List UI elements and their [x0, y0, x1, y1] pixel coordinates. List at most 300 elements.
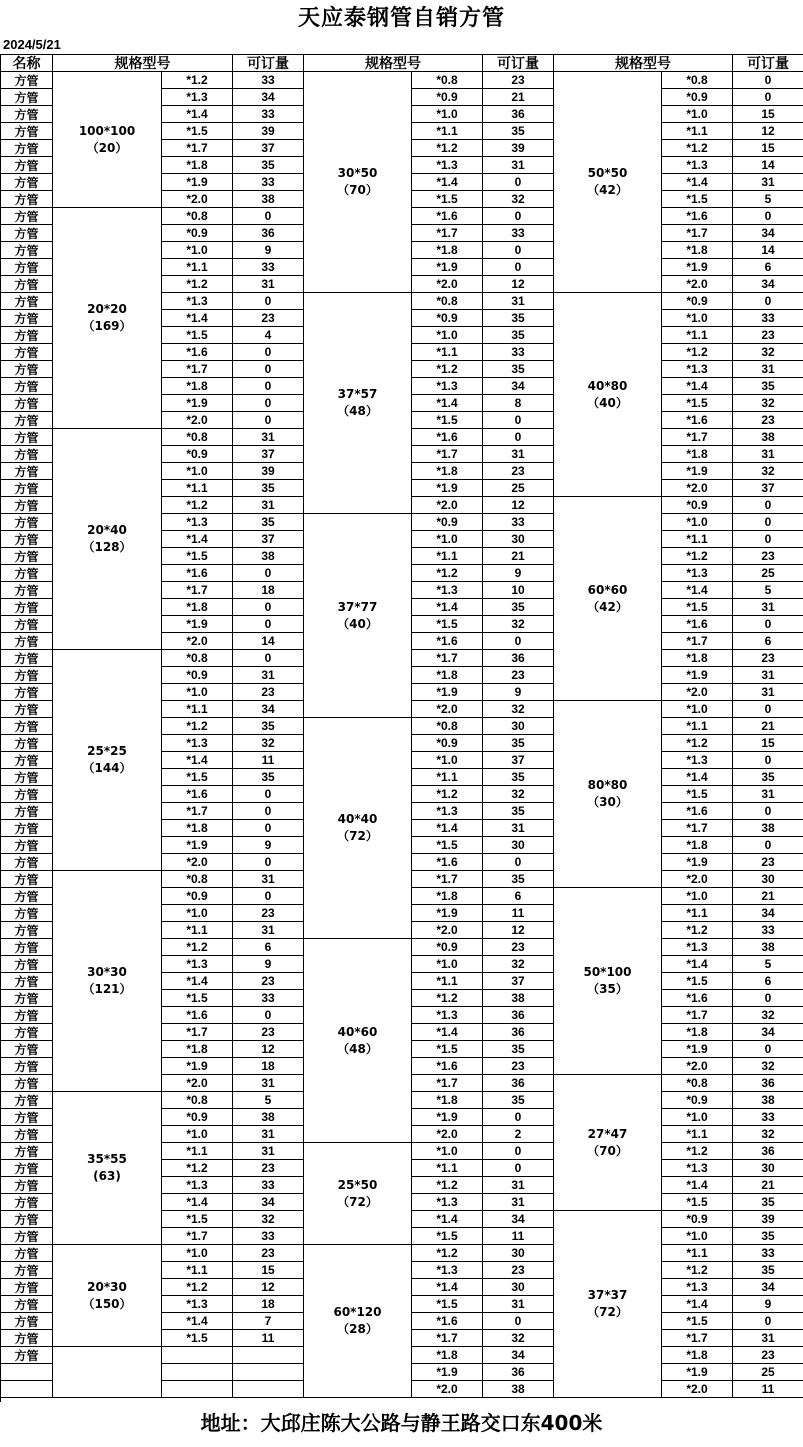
quantity-cell: 7 — [233, 1313, 304, 1330]
quantity-cell: 5 — [733, 582, 803, 599]
product-name-cell: 方管 — [1, 174, 53, 191]
thickness-cell: *1.9 — [662, 854, 733, 871]
spec-count: (63) — [93, 1169, 121, 1183]
thickness-cell: *1.2 — [662, 1262, 733, 1279]
product-name-cell: 方管 — [1, 225, 53, 242]
quantity-cell: 35 — [233, 157, 304, 174]
quantity-cell: 21 — [483, 89, 554, 106]
thickness-cell: *1.9 — [662, 667, 733, 684]
thickness-cell: *1.6 — [162, 1007, 233, 1024]
quantity-cell: 32 — [733, 344, 803, 361]
thickness-cell: *1.6 — [412, 1058, 483, 1075]
thickness-cell: *1.8 — [412, 463, 483, 480]
header-spec: 规格型号 — [53, 55, 233, 72]
quantity-cell: 0 — [733, 1313, 803, 1330]
quantity-cell: 38 — [733, 429, 803, 446]
spec-group-cell — [304, 514, 412, 718]
thickness-cell: *1.9 — [662, 1364, 733, 1381]
thickness-cell: *1.6 — [662, 208, 733, 225]
thickness-cell: *1.7 — [662, 429, 733, 446]
thickness-cell: *1.3 — [662, 939, 733, 956]
quantity-cell: 31 — [483, 1194, 554, 1211]
quantity-cell: 30 — [483, 531, 554, 548]
header-spec: 规格型号 — [304, 55, 483, 72]
quantity-cell: 37 — [483, 752, 554, 769]
thickness-cell: *0.9 — [162, 225, 233, 242]
spec-count: （48） — [337, 404, 378, 418]
quantity-cell: 31 — [233, 922, 304, 939]
product-name-cell: 方管 — [1, 1279, 53, 1296]
thickness-cell: *1.5 — [662, 786, 733, 803]
thickness-cell: *1.5 — [662, 599, 733, 616]
product-name-cell: 方管 — [1, 89, 53, 106]
product-name-cell: 方管 — [1, 259, 53, 276]
thickness-cell: *1.3 — [412, 582, 483, 599]
thickness-cell: *1.4 — [412, 1279, 483, 1296]
thickness-cell: *2.0 — [662, 1058, 733, 1075]
thickness-cell: *2.0 — [662, 871, 733, 888]
quantity-cell: 15 — [733, 140, 803, 157]
spec-count: （121） — [82, 982, 132, 996]
thickness-cell: *1.1 — [412, 548, 483, 565]
thickness-cell: *1.5 — [662, 1194, 733, 1211]
thickness-cell: *0.8 — [162, 871, 233, 888]
quantity-cell: 33 — [733, 922, 803, 939]
thickness-cell: *1.5 — [412, 1041, 483, 1058]
thickness-cell: *1.3 — [662, 361, 733, 378]
thickness-cell: *0.9 — [162, 888, 233, 905]
thickness-cell: *2.0 — [412, 1381, 483, 1398]
date-label: 2024/5/21 — [3, 37, 61, 52]
thickness-cell: *1.9 — [662, 1041, 733, 1058]
thickness-cell: *1.6 — [662, 412, 733, 429]
thickness-cell: *1.6 — [662, 990, 733, 1007]
quantity-cell: 0 — [733, 89, 803, 106]
page-title: 天应泰钢管自销方管 — [297, 5, 505, 31]
quantity-cell: 14 — [733, 157, 803, 174]
product-name-cell: 方管 — [1, 157, 53, 174]
thickness-cell: *1.7 — [662, 1007, 733, 1024]
spec-count: （40） — [587, 395, 628, 410]
spec-group-cell — [53, 208, 162, 429]
spec-group-cell — [53, 72, 162, 208]
thickness-cell: *1.3 — [412, 1262, 483, 1279]
quantity-cell: 33 — [233, 1177, 304, 1194]
thickness-cell: *1.3 — [412, 157, 483, 174]
quantity-cell: 33 — [483, 225, 554, 242]
product-name-cell: 方管 — [1, 497, 53, 514]
quantity-cell: 33 — [233, 259, 304, 276]
thickness-cell: *1.7 — [662, 1330, 733, 1347]
thickness-cell: *0.8 — [162, 208, 233, 225]
thickness-cell: *1.1 — [162, 259, 233, 276]
thickness-cell: *1.2 — [662, 1143, 733, 1160]
thickness-cell: *1.6 — [412, 1313, 483, 1330]
product-name-cell: 方管 — [1, 429, 53, 446]
quantity-cell: 35 — [483, 327, 554, 344]
quantity-cell: 0 — [233, 650, 304, 667]
thickness-cell: *1.5 — [162, 769, 233, 786]
thickness-cell: *1.5 — [412, 191, 483, 208]
quantity-cell: 0 — [233, 786, 304, 803]
quantity-cell: 6 — [233, 939, 304, 956]
quantity-cell: 23 — [233, 684, 304, 701]
product-name-cell: 方管 — [1, 378, 53, 395]
thickness-cell: *1.8 — [412, 242, 483, 259]
thickness-cell: *1.5 — [162, 548, 233, 565]
product-name-cell: 方管 — [1, 242, 53, 259]
product-name-cell: 方管 — [1, 480, 53, 497]
inventory-table — [0, 54, 803, 1402]
thickness-cell: *1.6 — [162, 786, 233, 803]
thickness-cell: *1.4 — [162, 1313, 233, 1330]
thickness-cell: *1.7 — [412, 1075, 483, 1092]
quantity-cell: 23 — [233, 973, 304, 990]
thickness-cell: *2.0 — [162, 412, 233, 429]
quantity-cell: 38 — [233, 191, 304, 208]
quantity-cell: 34 — [733, 1279, 803, 1296]
thickness-cell: *1.0 — [162, 1245, 233, 1262]
product-name-cell: 方管 — [1, 1143, 53, 1160]
thickness-cell: *1.3 — [162, 1296, 233, 1313]
thickness-cell: *1.8 — [412, 1347, 483, 1364]
thickness-cell: *1.2 — [662, 344, 733, 361]
thickness-cell: *1.5 — [162, 327, 233, 344]
spec-size: 50*50 — [587, 166, 628, 180]
thickness-cell: *1.4 — [162, 752, 233, 769]
thickness-cell: *1.2 — [162, 276, 233, 293]
thickness-cell: *1.0 — [412, 531, 483, 548]
quantity-cell: 32 — [733, 463, 803, 480]
quantity-cell: 23 — [483, 463, 554, 480]
quantity-cell: 34 — [733, 905, 803, 922]
quantity-cell: 23 — [233, 310, 304, 327]
product-name-cell: 方管 — [1, 412, 53, 429]
spec-group-cell — [304, 293, 412, 514]
quantity-cell: 32 — [483, 1330, 554, 1347]
product-name-cell: 方管 — [1, 888, 53, 905]
thickness-cell: *1.1 — [412, 973, 483, 990]
spec-group-cell — [554, 1075, 662, 1211]
quantity-cell: 0 — [233, 344, 304, 361]
quantity-cell: 25 — [733, 565, 803, 582]
quantity-cell: 23 — [483, 939, 554, 956]
quantity-cell: 23 — [733, 1347, 803, 1364]
quantity-cell: 31 — [733, 446, 803, 463]
quantity-cell: 32 — [733, 1058, 803, 1075]
thickness-cell: *2.0 — [662, 684, 733, 701]
thickness-cell: *0.9 — [412, 939, 483, 956]
thickness-cell: *1.1 — [662, 905, 733, 922]
thickness-cell: *1.4 — [412, 599, 483, 616]
quantity-cell: 35 — [483, 123, 554, 140]
quantity-cell: 0 — [733, 514, 803, 531]
quantity-cell: 0 — [733, 72, 803, 89]
product-name-cell: 方管 — [1, 446, 53, 463]
thickness-cell: *0.9 — [662, 89, 733, 106]
quantity-cell — [233, 1347, 304, 1364]
thickness-cell: *1.7 — [662, 820, 733, 837]
thickness-cell: *1.1 — [662, 123, 733, 140]
quantity-cell: 39 — [483, 140, 554, 157]
thickness-cell: *1.1 — [412, 1160, 483, 1177]
thickness-cell: *1.3 — [162, 514, 233, 531]
thickness-cell: *2.0 — [162, 191, 233, 208]
product-name-cell: 方管 — [1, 1296, 53, 1313]
thickness-cell: *2.0 — [412, 497, 483, 514]
thickness-cell: *1.5 — [162, 123, 233, 140]
quantity-cell: 11 — [233, 752, 304, 769]
quantity-cell: 34 — [483, 1347, 554, 1364]
header-name: 名称 — [1, 55, 53, 72]
thickness-cell: *1.4 — [412, 395, 483, 412]
quantity-cell: 35 — [233, 480, 304, 497]
quantity-cell: 38 — [233, 1109, 304, 1126]
quantity-cell: 35 — [233, 514, 304, 531]
thickness-cell: *1.4 — [162, 106, 233, 123]
thickness-cell: *1.6 — [412, 633, 483, 650]
thickness-cell: *1.0 — [662, 106, 733, 123]
thickness-cell: *1.8 — [162, 157, 233, 174]
thickness-cell: *1.3 — [662, 752, 733, 769]
product-name-cell: 方管 — [1, 939, 53, 956]
thickness-cell: *2.0 — [162, 1075, 233, 1092]
spec-count: （20） — [86, 140, 128, 155]
thickness-cell: *0.8 — [662, 72, 733, 89]
thickness-cell: *1.9 — [412, 259, 483, 276]
thickness-cell: *1.2 — [162, 1160, 233, 1177]
spec-size: 40*80 — [587, 378, 628, 393]
quantity-cell: 0 — [233, 599, 304, 616]
quantity-cell: 18 — [233, 582, 304, 599]
quantity-cell: 35 — [483, 310, 554, 327]
thickness-cell: *2.0 — [162, 854, 233, 871]
thickness-cell: *1.2 — [412, 140, 483, 157]
thickness-cell: *1.5 — [412, 1296, 483, 1313]
product-name-cell: 方管 — [1, 1330, 53, 1347]
thickness-cell: *1.4 — [162, 531, 233, 548]
spec-count: （150） — [82, 1296, 132, 1311]
thickness-cell: *1.7 — [162, 361, 233, 378]
thickness-cell: *1.2 — [662, 735, 733, 752]
thickness-cell: *1.8 — [662, 650, 733, 667]
thickness-cell: *1.2 — [412, 786, 483, 803]
quantity-cell: 21 — [733, 718, 803, 735]
thickness-cell: *1.1 — [662, 1245, 733, 1262]
quantity-cell: 0 — [233, 803, 304, 820]
thickness-cell: *1.2 — [412, 990, 483, 1007]
thickness-cell: *1.5 — [162, 990, 233, 1007]
spec-size: 25*25 — [87, 744, 127, 758]
thickness-cell: *1.5 — [412, 412, 483, 429]
product-name-cell: 方管 — [1, 1228, 53, 1245]
spec-size: 27*47 — [587, 1126, 628, 1141]
thickness-cell: *1.4 — [662, 378, 733, 395]
quantity-cell: 6 — [733, 259, 803, 276]
quantity-cell: 0 — [233, 888, 304, 905]
quantity-cell: 31 — [233, 429, 304, 446]
thickness-cell: *1.6 — [162, 565, 233, 582]
product-name-cell: 方管 — [1, 1007, 53, 1024]
quantity-cell: 0 — [233, 616, 304, 633]
thickness-cell: *1.9 — [162, 837, 233, 854]
thickness-cell: *0.9 — [412, 89, 483, 106]
thickness-cell: *1.2 — [412, 565, 483, 582]
quantity-cell: 9 — [483, 684, 554, 701]
quantity-cell: 9 — [233, 242, 304, 259]
header-qty: 可订量 — [483, 55, 554, 72]
quantity-cell: 10 — [483, 582, 554, 599]
quantity-cell: 35 — [233, 769, 304, 786]
quantity-cell: 12 — [733, 123, 803, 140]
quantity-cell: 34 — [733, 276, 803, 293]
spec-count: （72） — [337, 829, 378, 843]
quantity-cell: 33 — [233, 990, 304, 1007]
thickness-cell: *1.8 — [662, 1024, 733, 1041]
product-name-cell: 方管 — [1, 1194, 53, 1211]
quantity-cell: 0 — [733, 293, 803, 310]
quantity-cell: 5 — [733, 191, 803, 208]
thickness-cell: *2.0 — [412, 276, 483, 293]
thickness-cell: *1.9 — [162, 616, 233, 633]
thickness-cell: *1.3 — [162, 735, 233, 752]
quantity-cell: 0 — [483, 242, 554, 259]
thickness-cell: *1.8 — [162, 599, 233, 616]
product-name-cell: 方管 — [1, 1347, 53, 1364]
thickness-cell: *1.6 — [662, 803, 733, 820]
quantity-cell: 11 — [483, 905, 554, 922]
quantity-cell: 39 — [233, 123, 304, 140]
quantity-cell: 30 — [483, 1245, 554, 1262]
thickness-cell: *1.9 — [412, 1109, 483, 1126]
thickness-cell: *1.9 — [412, 684, 483, 701]
quantity-cell: 15 — [733, 106, 803, 123]
spec-group-cell — [53, 871, 162, 1092]
thickness-cell: *1.6 — [412, 208, 483, 225]
thickness-cell: *1.6 — [662, 616, 733, 633]
quantity-cell: 0 — [483, 259, 554, 276]
spec-group-cell — [304, 72, 412, 293]
quantity-cell: 23 — [233, 1024, 304, 1041]
thickness-cell: *1.1 — [662, 718, 733, 735]
thickness-cell: *1.3 — [162, 89, 233, 106]
quantity-cell: 35 — [733, 769, 803, 786]
thickness-cell: *0.9 — [662, 1211, 733, 1228]
thickness-cell: *1.3 — [412, 803, 483, 820]
quantity-cell: 6 — [733, 633, 803, 650]
spec-size: 30*30 — [87, 965, 127, 979]
quantity-cell: 9 — [233, 956, 304, 973]
product-name-cell: 方管 — [1, 1126, 53, 1143]
thickness-cell: *0.9 — [162, 446, 233, 463]
quantity-cell: 23 — [733, 650, 803, 667]
thickness-cell: *2.0 — [662, 480, 733, 497]
thickness-cell: *1.7 — [162, 803, 233, 820]
header-qty: 可订量 — [733, 55, 803, 72]
spec-group-cell — [554, 497, 662, 701]
quantity-cell: 35 — [483, 871, 554, 888]
product-name-cell: 方管 — [1, 1024, 53, 1041]
thickness-cell: *1.7 — [162, 582, 233, 599]
quantity-cell: 34 — [483, 1211, 554, 1228]
spec-size: 100*100 — [78, 123, 136, 138]
spec-count: （42） — [587, 183, 628, 197]
quantity-cell: 0 — [733, 1041, 803, 1058]
address-footer: 地址：大邱庄陈大公路与静王路交口东400米 — [200, 1411, 603, 1435]
spec-size: 25*50 — [337, 1177, 378, 1192]
spec-group-cell — [554, 293, 662, 497]
thickness-cell: *1.5 — [412, 837, 483, 854]
thickness-cell: *1.2 — [412, 1177, 483, 1194]
spec-count: （48） — [337, 1041, 378, 1056]
quantity-cell: 31 — [483, 157, 554, 174]
product-name-cell: 方管 — [1, 956, 53, 973]
quantity-cell: 31 — [483, 1296, 554, 1313]
quantity-cell: 30 — [733, 871, 803, 888]
product-name-cell: 方管 — [1, 599, 53, 616]
quantity-cell: 25 — [483, 480, 554, 497]
quantity-cell: 32 — [483, 956, 554, 973]
thickness-cell: *1.3 — [162, 293, 233, 310]
quantity-cell: 37 — [233, 446, 304, 463]
quantity-cell: 31 — [483, 446, 554, 463]
quantity-cell: 23 — [483, 72, 554, 89]
thickness-cell: *0.8 — [412, 718, 483, 735]
spec-count: （72） — [587, 1305, 628, 1319]
thickness-cell: *1.8 — [662, 446, 733, 463]
spec-size: 37*57 — [337, 387, 378, 401]
quantity-cell: 33 — [233, 1228, 304, 1245]
product-name-cell: 方管 — [1, 905, 53, 922]
quantity-cell: 31 — [733, 174, 803, 191]
product-name-cell: 方管 — [1, 582, 53, 599]
thickness-cell: *1.9 — [412, 480, 483, 497]
quantity-cell: 0 — [733, 701, 803, 718]
quantity-cell: 31 — [733, 599, 803, 616]
spec-size: 37*37 — [587, 1288, 628, 1302]
product-name-cell: 方管 — [1, 361, 53, 378]
quantity-cell: 36 — [483, 1075, 554, 1092]
quantity-cell: 31 — [483, 293, 554, 310]
thickness-cell: *1.4 — [662, 956, 733, 973]
quantity-cell: 0 — [483, 633, 554, 650]
quantity-cell: 0 — [233, 395, 304, 412]
product-name-cell: 方管 — [1, 1262, 53, 1279]
quantity-cell: 32 — [483, 786, 554, 803]
product-name-cell: 方管 — [1, 871, 53, 888]
thickness-cell: *1.0 — [662, 701, 733, 718]
quantity-cell: 25 — [733, 1364, 803, 1381]
product-name-cell: 方管 — [1, 1313, 53, 1330]
thickness-cell: *1.9 — [662, 463, 733, 480]
thickness-cell: *1.4 — [412, 820, 483, 837]
thickness-cell: *1.2 — [162, 497, 233, 514]
thickness-cell: *1.0 — [662, 1228, 733, 1245]
thickness-cell: *1.7 — [412, 446, 483, 463]
thickness-cell: *1.8 — [162, 820, 233, 837]
thickness-cell: *1.1 — [662, 1126, 733, 1143]
thickness-cell: *1.1 — [162, 701, 233, 718]
quantity-cell: 38 — [733, 939, 803, 956]
product-name-cell: 方管 — [1, 123, 53, 140]
product-name-cell: 方管 — [1, 837, 53, 854]
quantity-cell: 31 — [733, 1330, 803, 1347]
quantity-cell: 0 — [483, 854, 554, 871]
thickness-cell: *1.8 — [662, 837, 733, 854]
thickness-cell: *1.0 — [662, 514, 733, 531]
spec-group-cell — [554, 1211, 662, 1398]
quantity-cell: 30 — [733, 1160, 803, 1177]
